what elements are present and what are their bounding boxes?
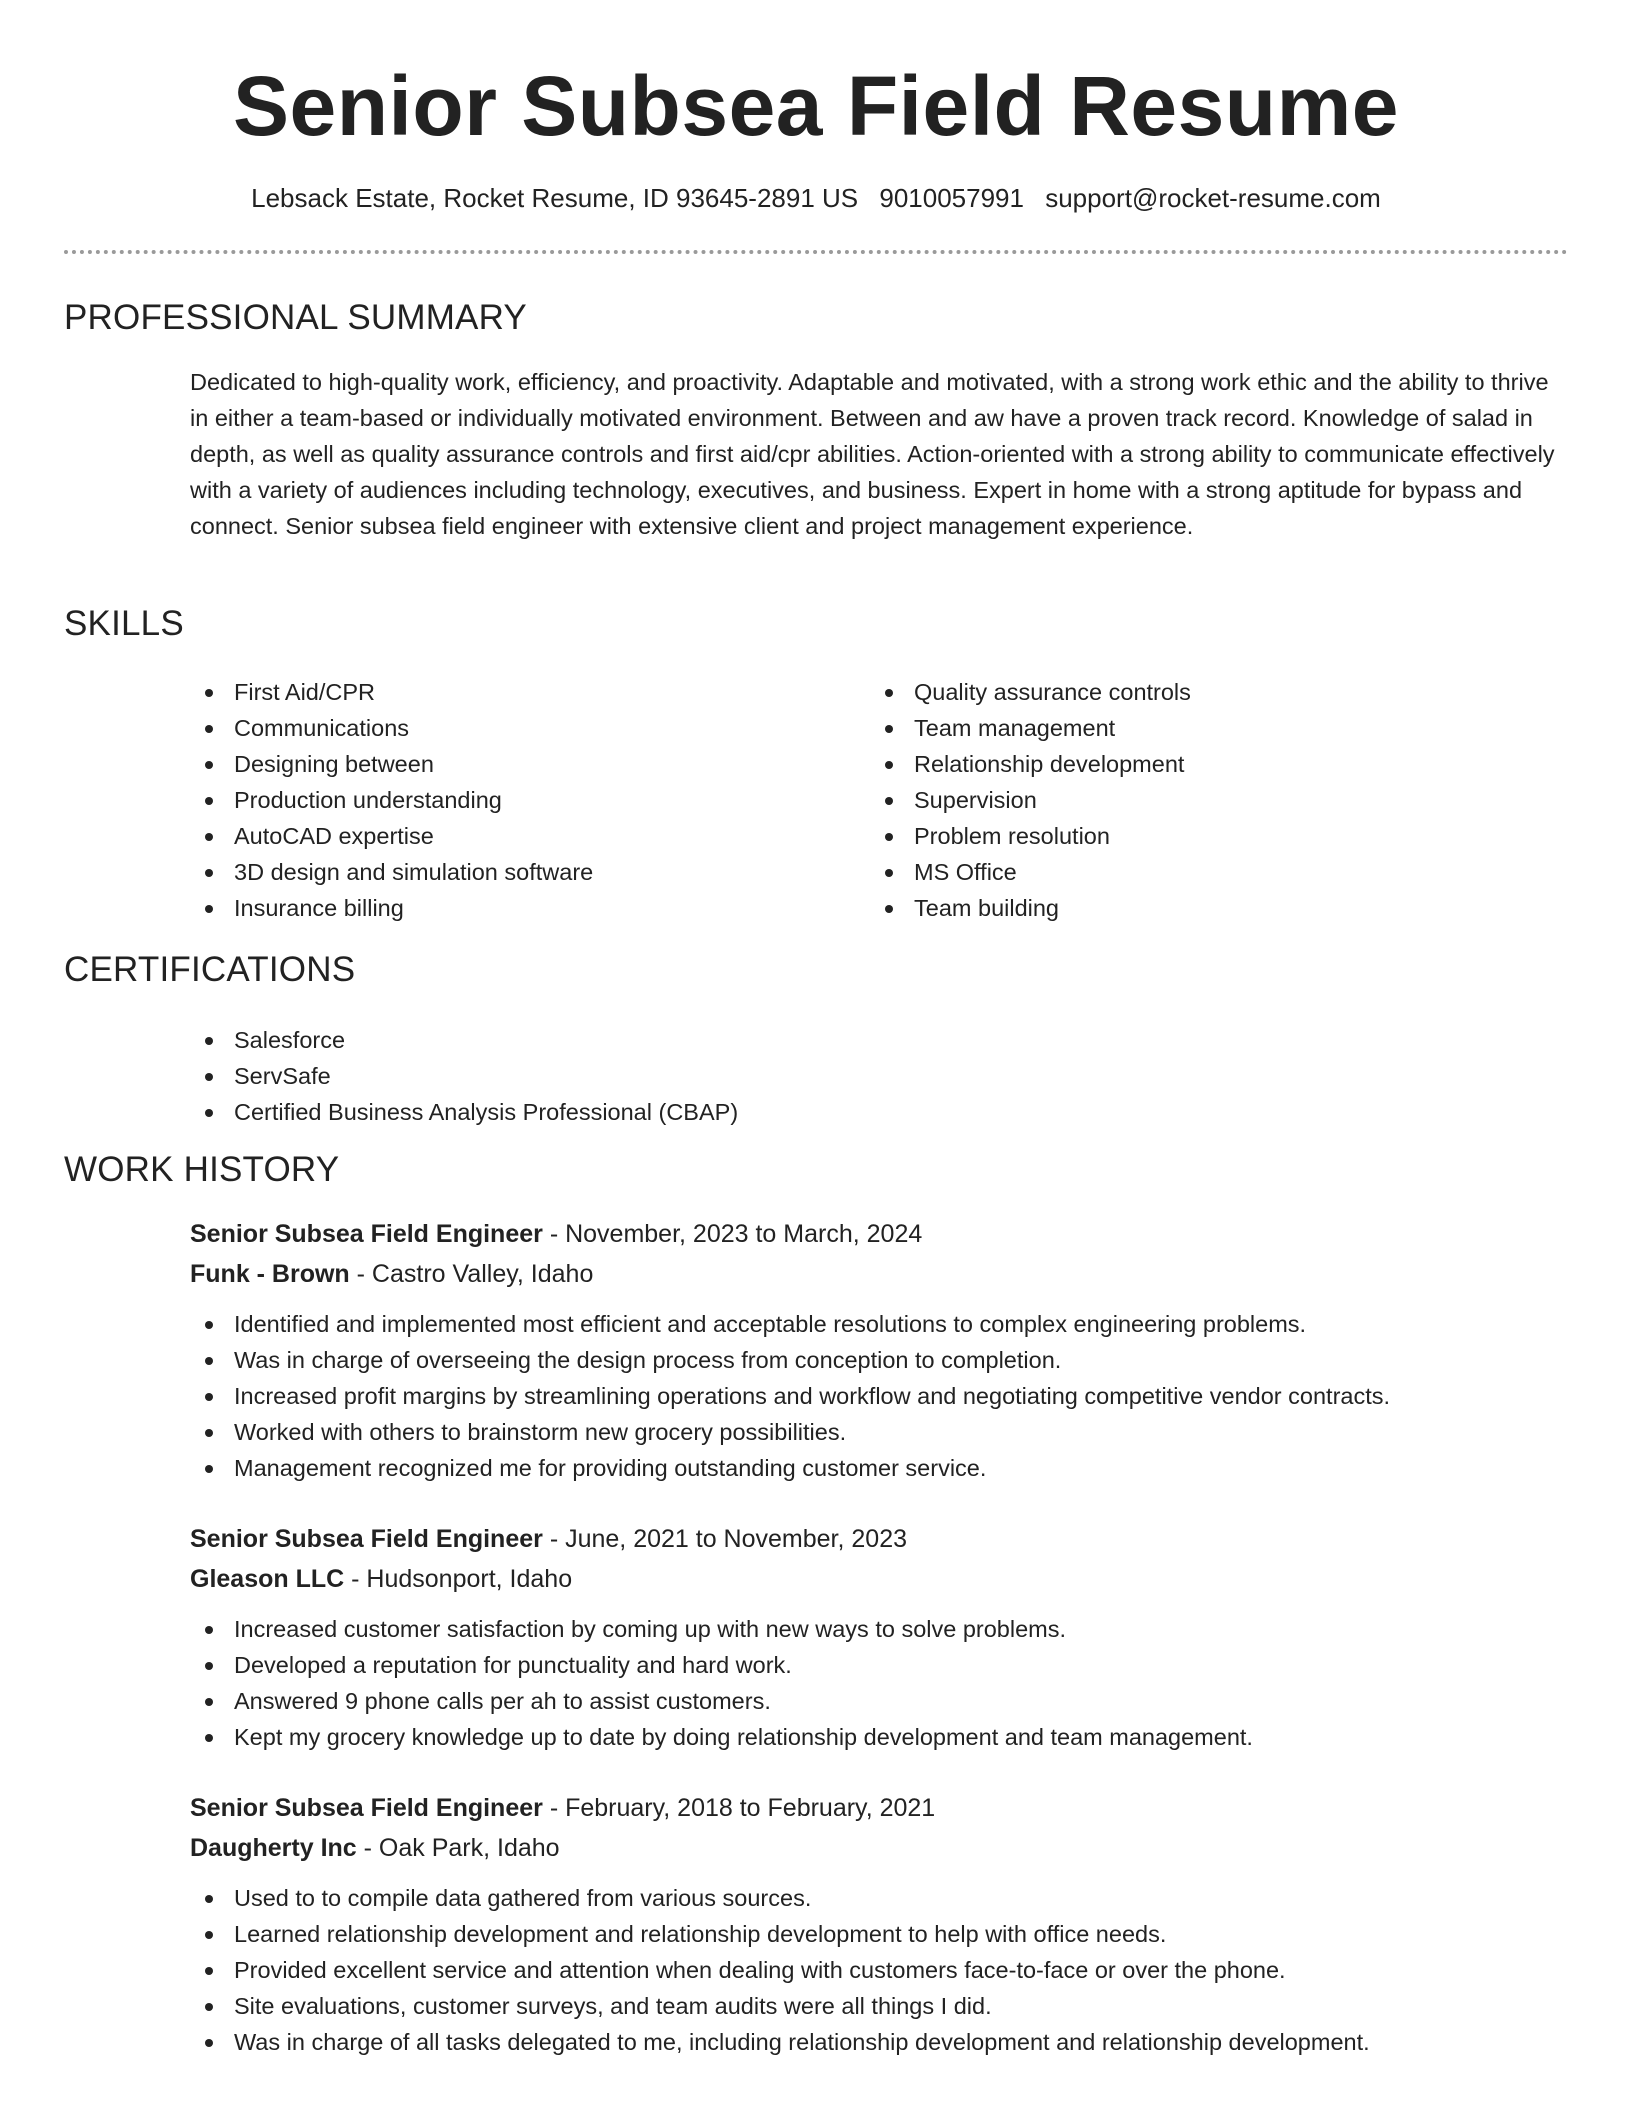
contact-phone: 9010057991 (879, 183, 1024, 213)
job-bullet: Worked with others to brainstorm new grocery possibilities. (190, 1414, 1570, 1450)
job-bullet: Increased profit margins by streamlining operations and workflow and negotiating competitive vendor contracts. (190, 1378, 1570, 1414)
job-title-line (190, 1788, 1570, 1828)
job-bullet: Was in charge of all tasks delegated to me, including relationship development and relationship development. (190, 2024, 1570, 2060)
job-bullets (190, 1306, 1570, 1486)
job-bullet: Management recognized me for providing outstanding customer service. (190, 1450, 1570, 1486)
skill-item: Problem resolution (870, 818, 1510, 854)
job-dates: - November, 2023 to March, 2024 (542, 1220, 923, 1248)
job-location: - Hudsonport, Idaho (344, 1565, 573, 1593)
skill-item: Team management (870, 710, 1510, 746)
job-bullet: Was in charge of overseeing the design process from conception to completion. (190, 1342, 1570, 1378)
skill-item: AutoCAD expertise (190, 818, 830, 854)
job-bullet: Used to to compile data gathered from various sources. (190, 1880, 1570, 1916)
skills-list-right (870, 674, 1510, 926)
job-bullet: Learned relationship development and relationship development to help with office needs. (190, 1916, 1570, 1952)
skill-item: 3D design and simulation software (190, 854, 830, 890)
skill-item: Production understanding (190, 782, 830, 818)
job-bullet: Answered 9 phone calls per ah to assist customers. (190, 1683, 1570, 1719)
skill-item: Team building (870, 890, 1510, 926)
skill-item: Insurance billing (190, 890, 830, 926)
job-company-line (190, 1559, 1570, 1599)
job-entry (190, 1788, 1570, 2060)
job-bullets (190, 1611, 1570, 1755)
job-location: - Castro Valley, Idaho (349, 1260, 594, 1288)
job-title: Senior Subsea Field Engineer (190, 1794, 543, 1822)
certifications-heading: CERTIFICATIONS (64, 950, 356, 989)
certification-item: Salesforce (190, 1022, 1390, 1058)
skill-item: Communications (190, 710, 830, 746)
job-bullets (190, 1880, 1570, 2060)
summary-heading: PROFESSIONAL SUMMARY (64, 298, 527, 337)
skill-item: Designing between (190, 746, 830, 782)
skill-item: Supervision (870, 782, 1510, 818)
job-location: - Oak Park, Idaho (356, 1834, 560, 1862)
certifications-list (190, 1022, 1390, 1130)
job-title: Senior Subsea Field Engineer (190, 1525, 543, 1553)
certification-item: ServSafe (190, 1058, 1390, 1094)
skill-item: First Aid/CPR (190, 674, 830, 710)
job-bullet: Developed a reputation for punctuality and hard work. (190, 1647, 1570, 1683)
work-history-heading: WORK HISTORY (64, 1150, 340, 1189)
job-entry (190, 1519, 1570, 1755)
header-divider (64, 250, 1568, 254)
job-bullet: Kept my grocery knowledge up to date by doing relationship development and team management. (190, 1719, 1570, 1755)
job-bullet: Provided excellent service and attention when dealing with customers face-to-face or over the phone. (190, 1952, 1570, 1988)
job-bullet: Site evaluations, customer surveys, and team audits were all things I did. (190, 1988, 1570, 2024)
job-company: Funk - Brown (190, 1260, 350, 1288)
job-company-line (190, 1254, 1570, 1294)
job-dates: - February, 2018 to February, 2021 (542, 1794, 936, 1822)
skill-item: Quality assurance controls (870, 674, 1510, 710)
job-company: Daugherty Inc (190, 1834, 357, 1862)
resume-title: Senior Subsea Field Resume (232, 59, 1400, 153)
skill-item: Relationship development (870, 746, 1510, 782)
skill-item: MS Office (870, 854, 1510, 890)
summary-text: Dedicated to high-quality work, efficiency, and proactivity. Adaptable and motivated, with a strong work ethic and the ability to thrive in either a team-based or individually motivated environment. Between and aw have a proven track record. Knowledge of salad in depth, as well as quality assurance controls and first aid/cpr abilities. Action-oriented with a strong ability to communicate effectively with a variety of audiences including technology, executives, and business. Expert in home with a strong aptitude for bypass and connect. Senior subsea field engineer with extensive client and project management experience. (190, 369, 1555, 539)
job-company-line (190, 1828, 1570, 1868)
certification-item: Certified Business Analysis Professional (CBAP) (190, 1094, 1390, 1130)
job-entry (190, 1214, 1570, 1486)
skills-list-left (190, 674, 830, 926)
job-title: Senior Subsea Field Engineer (190, 1220, 543, 1248)
job-title-line (190, 1214, 1570, 1254)
job-bullet: Increased customer satisfaction by coming up with new ways to solve problems. (190, 1611, 1570, 1647)
job-company: Gleason LLC (190, 1565, 345, 1593)
contact-line (0, 180, 1632, 216)
job-title-line (190, 1519, 1570, 1559)
skills-heading: SKILLS (64, 604, 184, 643)
job-bullet: Identified and implemented most efficient and acceptable resolutions to complex engineering problems. (190, 1306, 1570, 1342)
contact-address: Lebsack Estate, Rocket Resume, ID 93645-2891 US (251, 183, 859, 213)
job-dates: - June, 2021 to November, 2023 (542, 1525, 907, 1553)
contact-email[interactable]: support@rocket-resume.com (1045, 183, 1381, 213)
